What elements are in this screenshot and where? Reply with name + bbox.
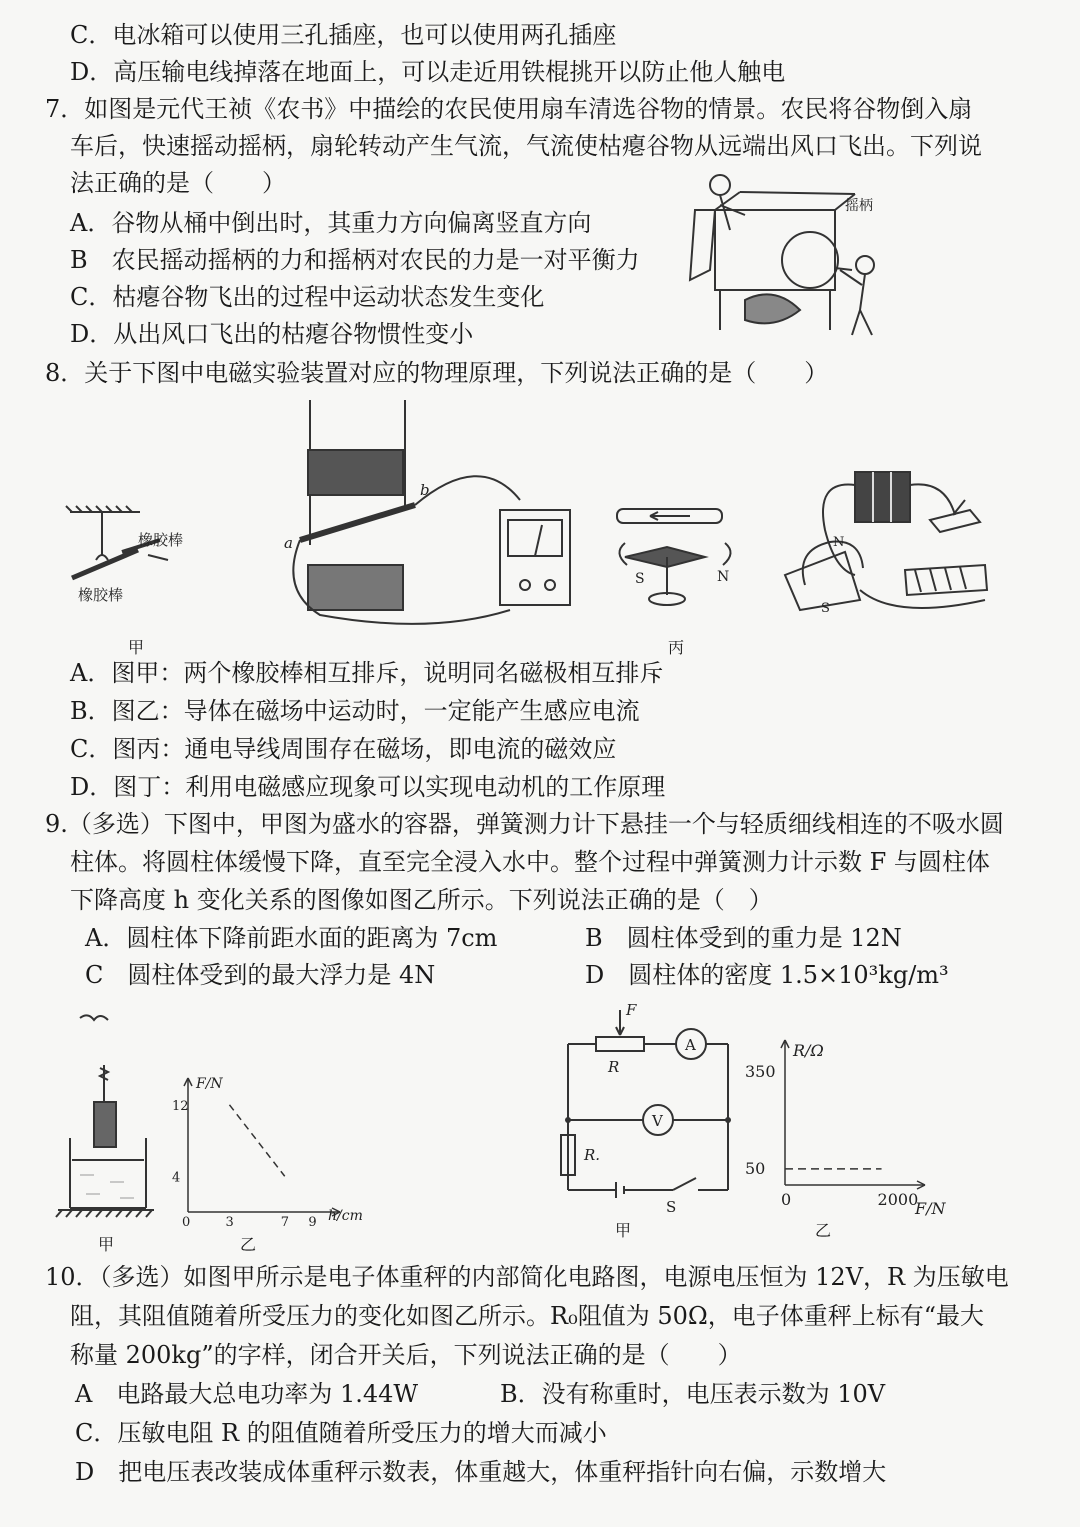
q10-option-c: C．压敏电阻 R 的阻值随着所受压力的增大而减小 xyxy=(75,1419,607,1447)
x-tick-label: 2000 xyxy=(877,1190,919,1209)
q10-caption-jia: 甲 xyxy=(615,1221,632,1240)
q9-option-b: B 圆柱体受到的重力是 12N xyxy=(585,924,902,952)
q8-ding-label-north: N xyxy=(833,535,845,550)
q8-label-north: N xyxy=(717,569,730,585)
q6-option-d: D．高压输电线掉落在地面上，可以走近用铁棍挑开以防止他人触电 xyxy=(70,58,786,86)
q9-graph-f-h xyxy=(160,1070,380,1230)
q8-jia-label-bottom: 橡胶棒 xyxy=(78,586,124,604)
q8-option-c: C．图丙：通电导线周围存在磁场，即电流的磁效应 xyxy=(70,735,617,763)
q9-option-d: D 圆柱体的密度 1.5×10³kg/m³ xyxy=(585,961,949,989)
x-tick-label: 9 xyxy=(308,1215,317,1230)
q8-label-a: a xyxy=(284,534,293,552)
q8-figure-jia xyxy=(60,500,220,615)
q8-figure-bing xyxy=(605,495,755,615)
y-tick-label: 12 xyxy=(172,1098,189,1114)
y-tick-label: 350 xyxy=(745,1062,776,1082)
q8-label-b: b xyxy=(420,481,430,499)
q10-circuit-node-right xyxy=(725,1117,731,1123)
q7-stem-line2: 车后，快速摇动摇柄，扇轮转动产生气流，气流使枯瘪谷物从远端出风口飞出。下列说 xyxy=(70,132,982,160)
q10-label-force: F xyxy=(626,1001,637,1019)
q8-stem: 8．关于下图中电磁实验装置对应的物理原理，下列说法正确的是（ ） xyxy=(45,359,829,387)
y-tick-label: 4 xyxy=(172,1170,181,1186)
q10-circuit-diagram xyxy=(548,1000,748,1220)
y-tick-label: 50 xyxy=(745,1158,766,1178)
q10-circuit-node-left xyxy=(565,1117,571,1123)
q7-stem-line3: 法正确的是（ ） xyxy=(70,169,286,197)
q9-stem-line3: 下降高度 h 变化关系的图像如图乙所示。下列说法正确的是（ ） xyxy=(70,886,773,914)
q9-option-c: C 圆柱体受到的最大浮力是 4N xyxy=(85,961,436,989)
q9-stem-line1: 9.（多选）下图中，甲图为盛水的容器，弹簧测力计下悬挂一个与轻质细线相连的不吸水圆 xyxy=(45,810,1004,838)
q9-x-axis-label: h/cm xyxy=(328,1208,363,1224)
q9-y-axis-label: F/N xyxy=(196,1076,223,1092)
q9-caption-yi: 乙 xyxy=(240,1235,257,1254)
q10-label-r0: R. xyxy=(584,1146,601,1164)
q6-option-c: C．电冰箱可以使用三孔插座，也可以使用两孔插座 xyxy=(70,21,617,49)
data-series-line xyxy=(229,1105,284,1176)
q8-option-b: B．图乙：导体在磁场中运动时，一定能产生感应电流 xyxy=(70,697,640,725)
q8-figure-ding xyxy=(755,460,1000,630)
q8-option-d: D．图丁：利用电磁感应现象可以实现电动机的工作原理 xyxy=(70,773,666,801)
q9-figure-jia xyxy=(50,1010,160,1225)
x-tick-label: 3 xyxy=(225,1215,234,1230)
q10-y-axis-label: R/Ω xyxy=(793,1041,824,1060)
q8-jia-label-top: 橡胶棒 xyxy=(138,531,184,549)
q9-option-a: A．圆柱体下降前距水面的距离为 7cm xyxy=(85,924,498,952)
q8-figure-yi xyxy=(280,390,590,635)
q7-option-a: A．谷物从桶中倒出时，其重力方向偏离竖直方向 xyxy=(70,209,592,237)
q10-voltmeter-label: V xyxy=(652,1112,663,1130)
q10-caption-yi: 乙 xyxy=(815,1221,832,1240)
q10-stem-line3: 称量 200kg”的字样，闭合开关后，下列说法正确的是（ ） xyxy=(70,1341,742,1369)
x-tick-label: 7 xyxy=(280,1215,290,1230)
q8-caption-bing: 丙 xyxy=(668,638,685,657)
x-tick-label: 0 xyxy=(781,1190,792,1209)
q10-switch-label: S xyxy=(666,1198,677,1216)
q10-ammeter-label: A xyxy=(685,1036,696,1054)
q10-option-a: A 电路最大总电功率为 1.44W xyxy=(75,1380,419,1408)
q10-option-b: B．没有称重时，电压表示数为 10V xyxy=(500,1380,886,1408)
q8-caption-jia: 甲 xyxy=(128,638,145,657)
q10-label-r: R xyxy=(608,1058,620,1076)
q8-label-south: S xyxy=(635,571,645,587)
x-tick-label: 0 xyxy=(182,1215,191,1230)
q10-graph-r-f xyxy=(745,1030,965,1220)
q7-option-b: B 农民摇动摇柄的力和摇柄对农民的力是一对平衡力 xyxy=(70,246,640,274)
q9-stem-line2: 柱体。将圆柱体缓慢下降，直至完全浸入水中。整个过程中弹簧测力计示数 F 与圆柱体 xyxy=(70,848,990,876)
q7-option-d: D．从出风口飞出的枯瘪谷物惯性变小 xyxy=(70,320,474,348)
q7-option-c: C．枯瘪谷物飞出的过程中运动状态发生变化 xyxy=(70,283,545,311)
q7-stem-line1: 7．如图是元代王祯《农书》中描绘的农民使用扇车清选谷物的情景。农民将谷物倒入扇 xyxy=(45,95,973,123)
q8-ding-label-south: S xyxy=(821,601,830,616)
q10-stem-line1: 10．（多选）如图甲所示是电子体重秤的内部简化电路图，电源电压恒为 12V，R 为压敏电 xyxy=(45,1263,1009,1291)
q9-caption-jia: 甲 xyxy=(98,1235,115,1254)
winnowing-machine-illustration xyxy=(680,170,900,340)
q7-crank-label: 摇柄 xyxy=(845,198,873,214)
q10-x-axis-label: F/N xyxy=(915,1199,946,1218)
q10-option-d: D 把电压表改装成体重秤示数表，体重越大，体重秤指针向右偏，示数增大 xyxy=(75,1458,887,1486)
q8-option-a: A．图甲：两个橡胶棒相互排斥，说明同名磁极相互排斥 xyxy=(70,659,664,687)
q10-stem-line2: 阻，其阻值随着所受压力的变化如图乙所示。R₀阻值为 50Ω，电子体重秤上标有“最大 xyxy=(70,1302,985,1330)
